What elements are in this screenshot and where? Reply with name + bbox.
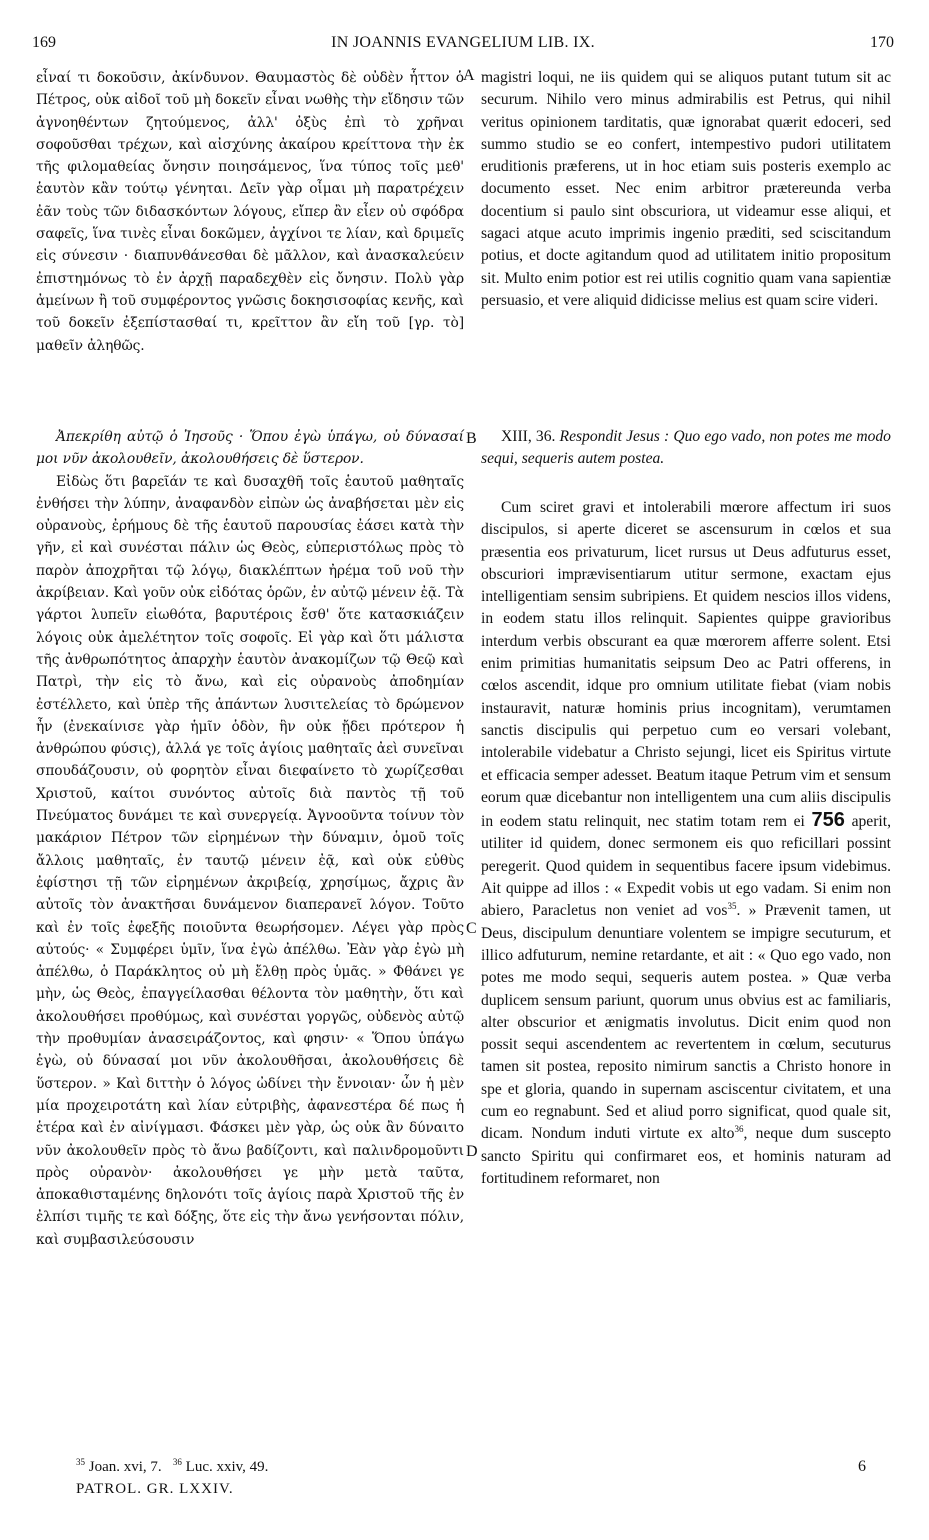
- margin-marker-a: A: [463, 67, 475, 84]
- column-number: 756: [811, 809, 845, 832]
- greek-commentary: Εἰδὼς ὅτι βαρεῖάν τε καὶ δυσαχθῆ τοῖς ἑαυτοῦ μαθηταῖς ἐνθήσει τὴν λύπην, ἀναφανδὸν εἰπὼν ὡς ἀναβήσεται μὲν εἰς οὐρανοὺς, ἐρήμους δὲ τῆς ἑαυτοῦ παρουσίας ἐάσει κατὰ τὴν γῆν, εἰ καὶ συνέσται πάλιν ὡς Θεὸς, εὐπεριστόλως πρὸς τὸ παρὸν ἀποχρῆται τῷ λόγῳ, διακλέπτων ἠρέμα τοῦ νοῦ τὴν ἀκρίβειαν. Καὶ γοῦν οὐκ εἰδότας ὁρῶν, ἐν αὐτῷ μένειν ἐᾷ. Τὰ γάρτοι λυπεῖν εἰωθότα, βαρυτέροις ἔσθ' ὅτε κατασκιάζειν λόγοις οὐκ ἀμελέτητον τοῖς σοφοῖς. Εἰ γὰρ καὶ ὅτι μάλιστα τῆς ἀνθρωπότητος ἀπαρχὴν ἑαυτὸν ἀνακομίζων τῷ Θεῷ καὶ Πατρὶ, τὴν εἰς τὸ ἄνω, καὶ εἰς οὐρανοὺς ἀποδημίαν ἐστέλλετο, καὶ ὑπὲρ τῆς ἁπάντων λυσιτελείας τὸ δρώμενον ἦν (ἐνεκαίνισε γὰρ ἡμῖν ὁδὸν, ἣν οὐκ ᾔδει πρότερον ἡ ἀνθρώπου φύσις), ἀλλά γε τοῖς ἁγίοις μαθηταῖς ἀεὶ συνεῖναι σπουδάζουσιν, οὐ φορητὸν εἶναι διεφαίνετο τὸ χωρίζεσθαι Χριστοῦ, καίτοι συνόντος αὐτοῖς διὰ παντὸς τῇ τοῦ Πνεύματος δυνάμει τε καὶ συνεργείᾳ. Ἀγνοοῦντα τοίνυν τὸν μακάριον Πέτρον τῶν εἰρημένων τὴν δύναμιν, ὁμοῦ τοῖς ἄλλοις μαθηταῖς, ἐν ταυτῷ μένειν ἐᾷ, καὶ οὐκ εὐθὺς ἐφίστησι τῇ τῶν εἰρημένων ἀκριβείᾳ, χρησίμως, ἄχρις ἂν αὐτοῖς τὸν ἀνακτῆσαι δυνάμενον διαπερανεῖ λόγον. Τοῦτο καὶ ἐν τοῖς ἐφεξῆς ποιοῦντα θεωρήσομεν. Λέγει γὰρ πρὸς αὐτούς· « Συμφέρει ὑμῖν, ἵνα ἐγὼ ἀπέλθω. Ἐὰν γὰρ ἐγὼ μὴ ἀπέλθω, ὁ Παράκλητος οὐ μὴ ἔλθῃ πρὸς ὑμᾶς. » Φθάνει γε μὴν, ὡς Θεὸς, ἐπαγγείλασθαι θέλοντα τὸν μαθητὴν, ὅτι καὶ ἀκολουθήσει προθύμως, καὶ συνέσται γοργῶς, οὐδενὸς αὐτῷ τὴν προθυμίαν ἀνασειράζοντος, καὶ φησιν· « Ὅπου ὑπάγω ἐγὼ, οὐ δύνασαί μοι νῦν ἀκολουθῆσαι, ἀκολουθήσεις δὲ ὕστερον. » Καὶ διττὴν ὁ λόγος ὠδίνει τὴν ἔννοιαν· ὧν ἡ μὲν μία προχειροτάτη καὶ λίαν εὐτριβὴς, ἀφανεστέρα δέ πως ἡ ἑτέρα καὶ ἐν αἰνίγμασι. Φάσκει μὲν γὰρ, ὡς οὐκ ἂν δύναιτο νῦν ἀκολουθεῖν πρὸς τὸ ἄνω βαδίζοντι, καὶ παλινδρομοῦντι πρὸς οὐρανὸν· ἀκολουθήσει γε μὴν μετὰ ταῦτα, ἀποκαθισταμένης δηλονότι τοῖς ἁγίοις παρὰ Χριστοῦ τῆς ἐν ἐλπίσι τιμῆς τε καὶ δόξης, ὅτε εἰς τὴν ἄνω γενήσονται πόλιν, καὶ συμβασιλεύσουσιν: [36, 473, 464, 1248]
- latin-lemma-reference: XIII, 36.: [501, 428, 556, 445]
- running-title: IN JOANNIS EVANGELIUM LIB. IX.: [331, 34, 595, 51]
- latin-lemma-block: [481, 426, 891, 471]
- running-header: [32, 34, 894, 58]
- footnote-36-text: Luc. xxiv, 49.: [185, 1459, 269, 1475]
- latin-paragraph-intro: magistri loqui, ne iis quidem qui se aliquos putant tutum sit ac securum. Nihilo vero minus admirabilis est Petrus, qui nihil veritus opinionem tarditatis, quæ ignorabat quærit edoceri, sed summo studio se eo confert, intempestivo pudori utilitatem eruditionis præferens, ut in hoc etiam suis posteris exemplo ac documento esset. Nec enim arbitror prætereunda verba docentium si paulo sint obscuriora, ut videamur esse aliqui, et sagaci atque acuto imprimis ingenio præditi, sed sciscitandum potius, et docte agitandum quod ad utilitatem initio propositum sit. Multo enim potior est rei utilis cognitio quam vana sapientiæ persuasio, et vere aliquid didicisse melius est quam scire videri.: [481, 69, 891, 309]
- latin-commentary-part-2: aperit, utiliter id quidem, donec sermonem eis quo reficillari possint peregerit. Quod quidem in sequentibus facere ipsum videbimus. Ait quippe ad illos : « Expedit vobis ut ego vadam. Si enim non abiero, Paracletus non veniet ad vos: [481, 813, 891, 920]
- greek-column-body: [36, 426, 464, 1251]
- footnote-ref-36[interactable]: 36: [734, 1124, 744, 1135]
- page-number-left: 169: [32, 34, 56, 51]
- latin-column-body: [481, 497, 891, 1190]
- volume-signature: PATROL. GR. LXXIV.: [76, 1481, 234, 1497]
- sheet-number: 6: [858, 1458, 866, 1475]
- footnote-ref-35[interactable]: 35: [727, 901, 737, 912]
- margin-marker-b: B: [466, 430, 477, 447]
- greek-column-top: [36, 67, 464, 357]
- greek-lemma: Ἀπεκρίθη αὐτῷ ὁ Ἰησοῦς · Ὅπου ἐγὼ ὑπάγω, οὐ δύνασαί μοι νῦν ἀκολουθεῖν, ἀκολουθήσεις δὲ ὕστερον.: [36, 429, 464, 468]
- margin-marker-d: D: [466, 1143, 478, 1160]
- footnote-35-number: 35: [76, 1457, 85, 1467]
- latin-commentary-part-4: , neque dum suscepto sancto Spiritu qui confirmaret eos, et hominis naturam ad fortitudinem reformaret, non: [481, 1125, 891, 1187]
- page-number-right: 170: [870, 34, 894, 51]
- latin-commentary-part-1: Cum sciret gravi et intolerabili mœrore affectum iri suos discipulos, si aperte diceret se ascensurum in cœlos et sua præsentia eos privaturum, licet rursus ut Deus adfuturus esset, obscuriori imprævisentiarum utitur sermone, exactam ejus intelligentiam sensim subripiens. Et quidem nescios illos videns, in eodem statu illos relinquit. Sapientes quippe gravioribus interdum verbis obscurant ea quæ mœrorem afferre solent. Etsi enim primitias humanitatis seipsum Deo ac Patri offerens, in cœlos ascendit, idque pro omnium utilitate fiebat (viam nobis instauravit, naturæ hominis prius incognitam), verumtamen sanctis discipulis qui perpetuo cum eo versari volebant, intolerabile videbatur a Christo sejungi, licet eis Spiritus virtute et efficacia semper adesset. Beatum itaque Petrum vim et sensum eorum quæ dicebantur non intelligentem una cum aliis discipulis in eodem statu relinquit, nec statim totam rem ei: [481, 499, 891, 831]
- latin-column-top: [481, 67, 891, 312]
- latin-commentary: [481, 497, 891, 1190]
- greek-paragraph-intro: εἶναί τι δοκοῦσιν, ἀκίνδυνον. Θαυμαστὸς δὲ οὐδὲν ἧττον ὁ Πέτρος, οὐκ αἰδοῖ τοῦ μὴ δοκεῖν εἶναι νωθὴς τὴν εἴδησιν τῶν ἀγνοηθέντων ζητούμενος, ἀλλ' ὀξὺς ἐπὶ τὸ χρῆναι σοφοῦσθαι τρέχων, καὶ αἰσχύνης ἀκαίρου κρείττονα τὴν ἐκ τῆς φιλομαθείας ὄνησιν ποιησάμενος, ἵνα τύπος τοῖς μεθ' ἑαυτὸν κἂν τούτῳ γένηται. Δεῖν γὰρ οἶμαι μὴ παρατρέχειν ἐᾶν τοὺς τῶν διδασκόντων λόγους, εἴπερ ἂν εἶεν οὐ σφόδρα σαφεῖς, ἵνα τινὲς εἶναι δοκῶμεν, ἀγχίνοι τε λίαν, καὶ δριμεῖς εἰς σύνεσιν · διαπυνθάνεσθαι δὲ μᾶλλον, καὶ ἀνασκαλεύειν ἐπιστημόνως τὸ ἐν ἀρχῇ παραδεχθὲν εἰς ὄνησιν. Πολὺ γὰρ ἀμείνων ἢ τοῦ συμφέροντος γνῶσις δοκησισοφίας κενῆς, καὶ τοῦ δοκεῖν ἐξεπίστασθαί τι, κρεῖττον ἂν εἴη τοῦ [γρ. τὸ] μαθεῖν ἀληθῶς.: [36, 70, 464, 354]
- footnote-36-number: 36: [172, 1457, 182, 1467]
- latin-lemma: Respondit Jesus : Quo ego vado, non potes me modo sequi, sequeris autem postea.: [481, 428, 891, 468]
- footnote-line: [76, 1456, 396, 1478]
- footnote-35-text: Joan. xvi, 7.: [88, 1459, 162, 1475]
- margin-marker-c: C: [466, 920, 477, 937]
- latin-commentary-part-3: . » Prævenit tamen, ut Deus, discipulum denuntiare volentem se impigre secuturum, et illico adfuturum, nemine retardante, et ait : « Quo ego vado, non potes me modo sequi, sequeris autem postea. » Quæ verba duplicem sensum pariunt, quorum unus obvius est ac familiaris, alter obscurior et ænigmatis involutus. Dicit enim quod non possit sequi ascendentem ac revertentem in cœlum, secuturus tamen sit postea, reposito nimirum sanctis a Christo honore in spe et gloria, quando in supernam asciscentur civitatem, et una cum eo regnabunt. Sed et aliud porro significat, quod quale sit, dicam. Nondum induti virtute ex alto: [481, 902, 891, 1143]
- footnotes: [76, 1456, 396, 1500]
